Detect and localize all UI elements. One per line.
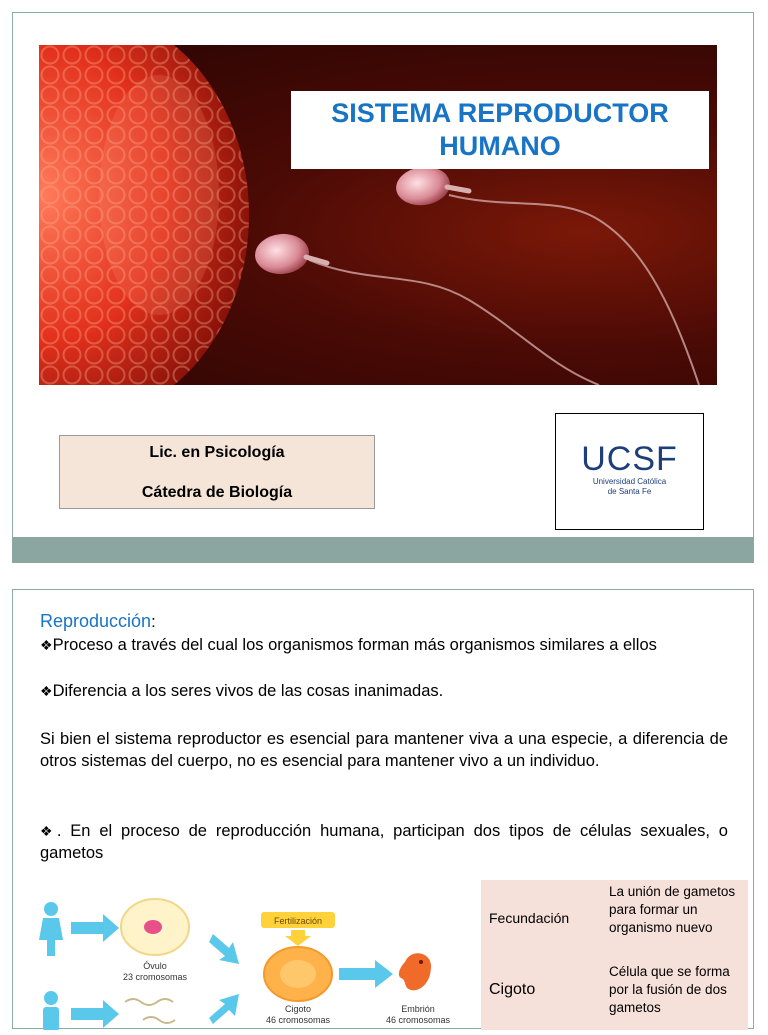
slide-title-box xyxy=(291,91,709,169)
male-figure-icon xyxy=(43,991,59,1030)
arrow-icon xyxy=(209,934,239,964)
heading-colon: : xyxy=(151,613,156,631)
heading-line xyxy=(40,610,728,633)
fertilization-diagram xyxy=(33,890,473,1030)
bullet-text-3: . En el proceso de reproducción humana, participan dos tipos de células sexuales, o gametos xyxy=(40,822,728,862)
diamond-bullet-icon: ❖ xyxy=(40,637,53,653)
bullet-text-1: Proceso a través del cual los organismos forman más organismos similares a ellos xyxy=(52,636,657,654)
embryo-chromosomes: 46 cromosomas xyxy=(385,1015,451,1025)
definitions-table xyxy=(481,880,748,1030)
arrow-icon xyxy=(209,994,239,1024)
arrow-icon xyxy=(339,960,393,988)
bullet-item-1 xyxy=(40,634,728,656)
hero-image xyxy=(39,45,717,385)
section-heading: Reproducción xyxy=(40,611,152,631)
body-paragraph: Si bien el sistema reproductor es esencial para mantener viva a una especie, a diferencia de otros sistemas del cuerpo, no es esencial para mantener vivo a un individuo. xyxy=(40,730,728,770)
logo-subtext-line-1: Universidad Católica xyxy=(592,477,667,486)
fertilization-label: Fertilización xyxy=(273,916,323,926)
sperm-icon xyxy=(125,999,173,1005)
diamond-bullet-icon: ❖ xyxy=(40,683,53,699)
content-slide xyxy=(12,589,754,1029)
subtitle-line-1: Lic. en Psicología xyxy=(149,444,285,461)
title-slide xyxy=(12,12,754,563)
zygote-chromosomes: 46 cromosomas xyxy=(265,1015,331,1025)
table-definition: Célula que se forma por la fusión de dos gametos xyxy=(609,964,730,1015)
female-figure-icon xyxy=(39,902,63,956)
logo-subtext-line-2: de Santa Fe xyxy=(607,487,652,496)
bullet-item-3 xyxy=(40,820,728,864)
table-definition: La unión de gametos para formar un organismo nuevo xyxy=(609,884,736,935)
embryo-icon xyxy=(399,953,431,990)
table-term: Cigoto xyxy=(489,981,536,998)
table-term: Fecundación xyxy=(489,910,570,926)
university-logo xyxy=(555,413,704,530)
footer-band xyxy=(13,537,753,563)
subtitle-box xyxy=(59,435,375,509)
subtitle-line-2-text: Cátedra de Biología xyxy=(141,484,293,501)
bullet-item-2 xyxy=(40,680,728,702)
arrow-icon xyxy=(71,914,119,942)
logo-text: UCSF xyxy=(581,440,678,478)
slide-title: SISTEMA REPRODUCTOR HUMANO xyxy=(331,98,669,161)
sperm-icon xyxy=(143,1017,175,1023)
ovum-chromosomes: 23 cromosomas xyxy=(122,972,188,982)
ovum-label: Óvulo xyxy=(143,961,167,971)
subtitle-line-2 xyxy=(60,484,374,502)
embryo-label: Embrión xyxy=(401,1004,435,1014)
down-arrow-icon xyxy=(285,930,311,946)
logo-subtext xyxy=(556,477,703,497)
bullet-text-2: Diferencia a los seres vivos de las cosas inanimadas. xyxy=(52,682,444,700)
zygote-label: Cigoto xyxy=(284,1004,312,1014)
diamond-bullet-icon: ❖ xyxy=(40,823,57,839)
